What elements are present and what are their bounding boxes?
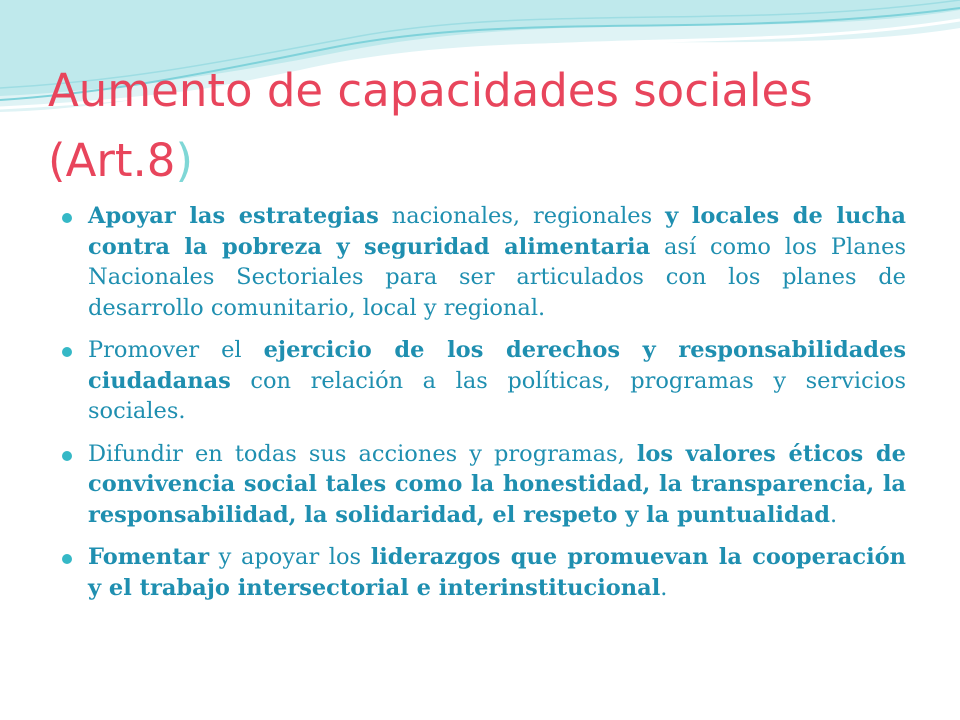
bullet-item-4 (62, 542, 906, 603)
bullet-3-seg-1: Difundir en todas sus acciones y programas, (88, 440, 637, 467)
bullet-item-3 (62, 439, 906, 531)
bullet-2-seg-1: Promover el (88, 337, 264, 363)
bullet-list (62, 201, 906, 615)
bullet-dot-icon (62, 451, 72, 461)
bullet-dot-icon (62, 347, 72, 357)
bullet-4-seg-3: liderazgos que promuevan la cooperación y el trabajo intersectorial e interinstitucional (88, 544, 906, 601)
bullet-1-seg-3: y locales de lucha contra la pobreza y seguridad alimentaria (88, 203, 906, 260)
bullet-1-seg-1: Apoyar las estrategias (88, 203, 379, 229)
bullet-2-seg-3: con relación a las políticas, programas y servicios sociales. (88, 367, 906, 424)
bullet-3-seg-2: los valores éticos de convivencia social tales como la honestidad, la transparencia, la responsabilidad, la solidaridad, el respeto y la puntualidad (88, 440, 906, 528)
bullet-3-seg-3: . (830, 501, 838, 528)
bullet-1-seg-2: nacionales, regionales (378, 203, 666, 229)
slide-title (48, 56, 928, 196)
title-paren-close: ) (175, 134, 193, 187)
bullet-dot-icon (62, 554, 72, 564)
title-paren-open: ( (48, 134, 66, 187)
bullet-1-seg-4: así como los Planes Nacionales Sectoriales para ser articulados con los planes de desarrollo comunitario, local y regional. (88, 233, 906, 321)
bullet-4-seg-2: y apoyar los (209, 544, 371, 570)
title-article: Art.8 (65, 134, 176, 187)
bullet-dot-icon (62, 213, 72, 223)
bullet-4-seg-4: . (660, 574, 668, 601)
bullet-2-seg-2: ejercicio de los derechos y responsabilidades ciudadanas (88, 337, 906, 394)
bullet-item-1 (62, 201, 906, 323)
bullet-item-2 (62, 335, 906, 427)
bullet-4-seg-1: Fomentar (88, 544, 210, 570)
title-line-1: Aumento de capacidades sociales (48, 64, 813, 117)
